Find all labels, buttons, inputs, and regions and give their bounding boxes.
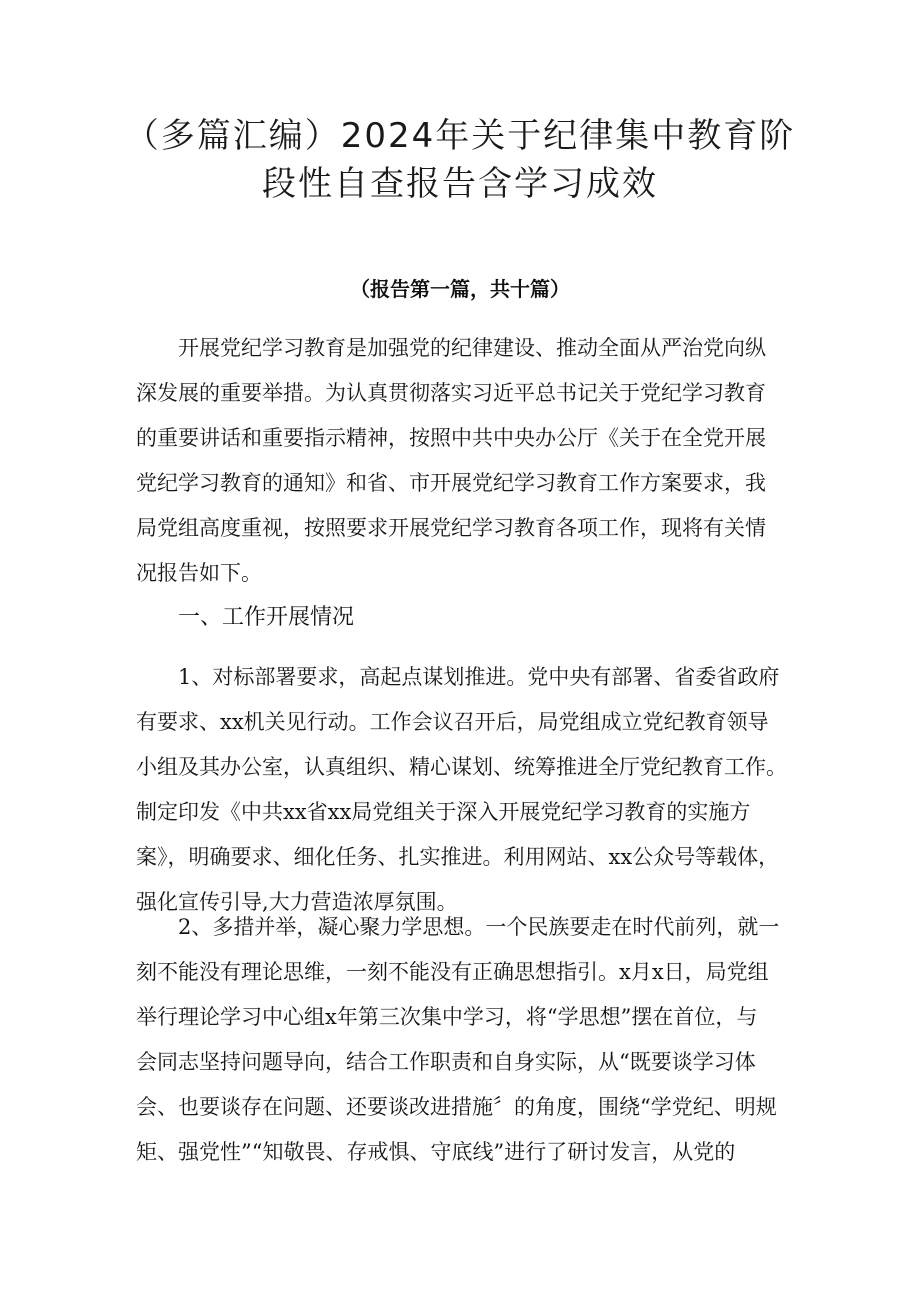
item-1-line-1: 1、对标部署要求，高起点谋划推进。党中央有部署、省委省政府 — [178, 665, 780, 689]
item-2-line-2: 刻不能没有理论思维，一刻不能没有正确思想指引。x月x日，局党组 — [136, 960, 769, 984]
intro-line-5: 局党组高度重视，按照要求开展党纪学习教育各项工作，现将有关情 — [136, 516, 766, 540]
item-1-line-3: 小组及其办公室，认真组织、精心谋划、统筹推进全厅党纪教育工作。 — [136, 755, 787, 779]
item-2-line-1: 2、多措并举，凝心聚力学思想。一个民族要走在时代前列，就一 — [178, 915, 780, 939]
item-1-line-5: 案》，明确要求、细化任务、扎实推进。利用网站、xx公众号等载体， — [136, 845, 780, 869]
intro-line-6: 况报告如下。 — [136, 561, 262, 585]
item-1-line-2: 有要求、xx机关见行动。工作会议召开后，局党组成立党纪教育领导 — [136, 710, 769, 734]
intro-line-4: 党纪学习教育的通知》和省、市开展党纪学习教育工作方案要求，我 — [136, 471, 766, 495]
item-1-line-4: 制定印发《中共xx省xx局党组关于深入开展党纪学习教育的实施方 — [136, 800, 751, 824]
document-title-line-2: 段性自查报告含学习成效 — [262, 164, 658, 204]
item-2-line-3: 举行理论学习中心组x年第三次集中学习，将“学思想”摆在首位，与 — [136, 1005, 758, 1029]
intro-line-1: 开展党纪学习教育是加强党的纪律建设、推动全面从严治党向纵 — [178, 336, 766, 360]
intro-line-3: 的重要讲话和重要指示精神，按照中共中央办公厅《关于在全党开展 — [136, 426, 766, 450]
document-subtitle: （报告第一篇，共十篇） — [350, 277, 570, 301]
item-2-line-4: 会同志坚持问题导向，结合工作职责和自身实际，从“既要谈学习体 — [136, 1050, 756, 1074]
section-heading: 一、工作开展情况 — [178, 605, 355, 630]
item-1-line-6: 强化宣传引导,大力营造浓厚氛围。 — [136, 890, 458, 914]
intro-paragraph — [136, 326, 836, 596]
item-2-paragraph — [136, 905, 836, 1175]
item-2-line-6: 矩、强党性”“知敬畏、存戒惧、守底线”进行了研讨发言，从党的 — [136, 1140, 736, 1164]
item-1-paragraph — [136, 655, 836, 925]
item-2-line-5: 会、也要谈存在问题、还要谈改进措施〞的角度，围绕“学党纪、明规 — [136, 1095, 777, 1119]
document-title-line-1: （多篇汇编）2024年关于纪律集中教育阶 — [124, 116, 796, 156]
intro-line-2: 深发展的重要举措。为认真贯彻落实习近平总书记关于党纪学习教育 — [136, 381, 766, 405]
